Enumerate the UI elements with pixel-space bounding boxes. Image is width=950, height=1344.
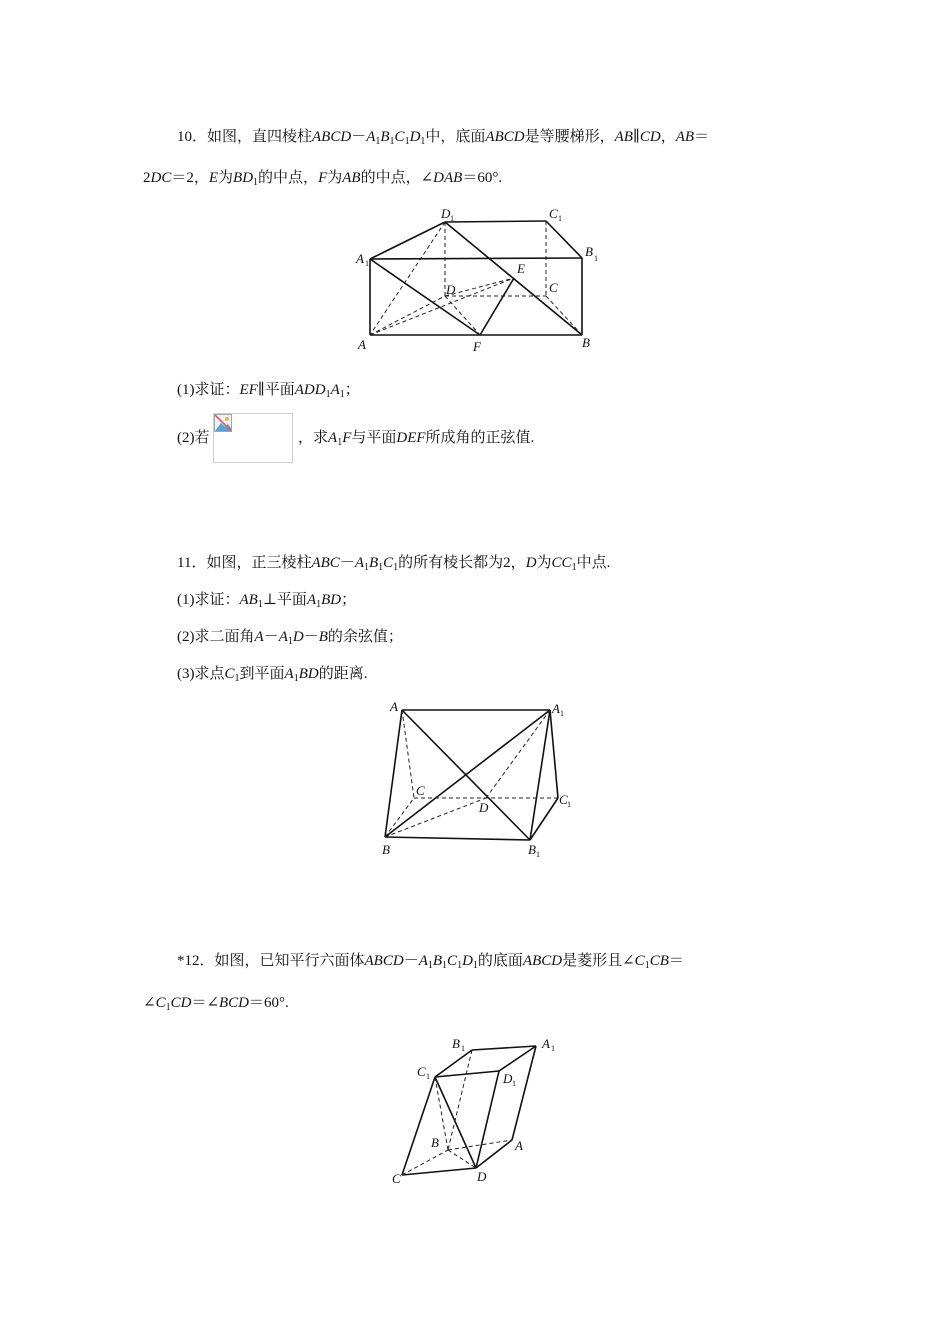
text-run: 到平面 xyxy=(239,666,285,682)
subscript: 1 xyxy=(378,562,384,573)
p12-label-B1: B xyxy=(452,1036,460,1051)
text-run: 11．如图，正三棱柱 xyxy=(177,555,312,571)
text-run: ＝2， xyxy=(171,170,209,186)
text-run: C xyxy=(394,129,405,145)
text-run: 中点. xyxy=(576,555,611,571)
p12-figure xyxy=(388,1032,578,1192)
text-run: ∥平面 xyxy=(257,382,295,398)
text-run: － xyxy=(351,129,367,145)
p10-label-A: A xyxy=(358,337,366,352)
p10-label-C1: C xyxy=(549,206,558,221)
subscript: 1 xyxy=(442,960,448,971)
text-run: EF xyxy=(239,382,258,398)
broken-image-icon xyxy=(214,414,232,432)
text-run: DAB xyxy=(433,170,463,186)
p12-label-A1-sub: 1 xyxy=(551,1044,555,1053)
text-run: C xyxy=(447,953,458,969)
p10-label-D1: D xyxy=(441,206,451,221)
text-run: A xyxy=(328,430,338,446)
text-run: ⊥平面 xyxy=(262,592,307,608)
subscript: 1 xyxy=(325,389,331,400)
p10-label-E: E xyxy=(517,261,525,276)
subscript: 1 xyxy=(287,636,293,647)
text-run: ； xyxy=(341,592,357,608)
p11-label-A1: A xyxy=(552,701,560,716)
p11-question-2 xyxy=(177,627,403,647)
subscript: 1 xyxy=(375,136,381,147)
text-run: ABC xyxy=(311,555,340,571)
text-run: AB xyxy=(614,129,633,145)
p11-label-A: A xyxy=(390,699,398,714)
broken-image-placeholder xyxy=(213,413,293,463)
subscript: 1 xyxy=(363,562,369,573)
subscript: 1 xyxy=(427,960,433,971)
subscript: 1 xyxy=(404,136,410,147)
text-run: E xyxy=(208,170,219,186)
p10-label-B: B xyxy=(582,335,590,350)
text-run: 的所有棱长都为2， xyxy=(398,555,526,571)
p12-line1 xyxy=(177,951,684,971)
subscript: 1 xyxy=(293,673,299,684)
p11-label-B1-sub: 1 xyxy=(536,850,540,859)
p11-figure xyxy=(378,700,578,860)
subscript: 1 xyxy=(253,177,259,188)
text-run: － xyxy=(403,953,419,969)
text-run: A xyxy=(278,629,288,645)
p12-label-C1-sub: 1 xyxy=(426,1072,430,1081)
p11-label-C: C xyxy=(416,783,425,798)
p10-figure xyxy=(350,204,610,354)
subscript: 1 xyxy=(337,437,343,448)
text-run: A xyxy=(354,555,364,571)
p12-label-D1: D xyxy=(503,1071,513,1086)
text-run: CD xyxy=(170,995,192,1011)
p12-label-C: C xyxy=(392,1171,401,1186)
text-run: CD xyxy=(639,129,661,145)
text-run: A xyxy=(366,129,376,145)
text-run: B xyxy=(368,555,379,571)
subscript: 1 xyxy=(420,136,426,147)
subscript: 1 xyxy=(571,562,577,573)
text-run: BD xyxy=(298,666,319,682)
p10-line2 xyxy=(143,168,502,188)
text-run: 是菱形且∠ xyxy=(562,953,635,969)
text-run: D xyxy=(525,555,537,571)
text-run: 中，底面 xyxy=(425,129,486,145)
text-run: (2)求二面角 xyxy=(177,629,255,645)
p10-line1 xyxy=(177,127,709,147)
p11-label-A1-sub: 1 xyxy=(560,709,564,718)
p10-label-B1: B xyxy=(585,244,593,259)
text-run: CB xyxy=(649,953,669,969)
p10-label-D1-sub: 1 xyxy=(450,214,454,223)
subscript: 1 xyxy=(393,562,399,573)
text-run: B xyxy=(380,129,390,145)
p11-label-C1-sub: 1 xyxy=(567,800,571,809)
p10-question-1 xyxy=(177,380,360,400)
text-run: ＝60°. xyxy=(249,995,289,1011)
p12-label-A1: A xyxy=(542,1036,550,1051)
p10-label-C1-sub: 1 xyxy=(558,214,562,223)
text-run: BD xyxy=(233,170,254,186)
text-run: B xyxy=(318,629,328,645)
text-run: － xyxy=(263,629,279,645)
text-run: 的余弦值； xyxy=(327,629,403,645)
text-run: (1)求证： xyxy=(177,382,240,398)
text-run: ADD xyxy=(294,382,326,398)
p11-label-B: B xyxy=(382,842,390,857)
p10-label-A1: A xyxy=(356,251,364,266)
text-run: C xyxy=(634,953,645,969)
text-run: (3)求点 xyxy=(177,666,225,682)
subscript: 1 xyxy=(234,673,240,684)
text-run: BCD xyxy=(219,995,250,1011)
text-run: ＝60°. xyxy=(462,170,503,186)
text-run: － xyxy=(303,629,319,645)
p11-line1 xyxy=(177,553,610,573)
text-run: A xyxy=(284,666,294,682)
text-run: 的距离. xyxy=(318,666,368,682)
text-run: ABCD xyxy=(485,129,525,145)
text-run: AB xyxy=(342,170,361,186)
p10-label-A1-sub: 1 xyxy=(365,259,369,268)
text-run: ∥ xyxy=(632,129,640,145)
text-run: 为 xyxy=(536,555,552,571)
text-run: － xyxy=(339,555,355,571)
text-run: (1)求证： xyxy=(177,592,240,608)
text-run: B xyxy=(432,953,443,969)
subscript: 1 xyxy=(457,960,463,971)
p11-label-D: D xyxy=(479,800,489,815)
text-run: BD xyxy=(321,592,342,608)
text-run: C xyxy=(224,666,235,682)
subscript: 1 xyxy=(257,599,263,610)
text-run: DEF xyxy=(396,430,426,446)
text-run: 所成角的正弦值. xyxy=(425,430,535,446)
text-run: A xyxy=(418,953,428,969)
text-run: ABCD xyxy=(522,953,563,969)
p12-label-C1: C xyxy=(417,1064,426,1079)
p10-line1-rest xyxy=(312,129,709,145)
text-run: *12．如图，已知平行六面体 xyxy=(177,953,365,969)
p12-label-B: B xyxy=(431,1135,439,1150)
text-run: 为 xyxy=(327,170,343,186)
p10-label-F: F xyxy=(473,339,481,354)
p10-label-C: C xyxy=(549,280,558,295)
text-run: CC xyxy=(551,555,572,571)
p10-label-D: D xyxy=(446,282,456,297)
p11-label-B1: B xyxy=(528,842,536,857)
text-run: ∠ xyxy=(143,995,156,1011)
subscript: 1 xyxy=(472,960,478,971)
text-run: A xyxy=(254,629,264,645)
text-run: ABCD xyxy=(312,129,352,145)
text-run: 的中点， xyxy=(258,170,319,186)
p12-label-B1-sub: 1 xyxy=(461,1044,465,1053)
p11-question-3 xyxy=(177,664,367,684)
p11-question-1 xyxy=(177,590,356,610)
text-run: ； xyxy=(344,382,360,398)
text-run: D xyxy=(409,129,421,145)
subscript: 1 xyxy=(389,136,395,147)
p12-label-D1-sub: 1 xyxy=(512,1079,516,1088)
text-run: A xyxy=(330,382,340,398)
text-run: D xyxy=(462,953,473,969)
text-run: D xyxy=(292,629,304,645)
text-run: DC xyxy=(150,170,172,186)
p12-label-A: A xyxy=(515,1138,523,1153)
p10-number: 10．如图，直四棱柱 xyxy=(177,129,313,145)
text-run: C xyxy=(155,995,166,1011)
subscript: 1 xyxy=(644,960,650,971)
text-run: 的底面 xyxy=(477,953,523,969)
text-run: ＝ xyxy=(694,129,710,145)
p11-label-C1: C xyxy=(559,792,568,807)
subscript: 1 xyxy=(316,599,322,610)
text-run: F xyxy=(342,430,352,446)
subscript: 1 xyxy=(165,1002,171,1013)
text-run: 是等腰梯形， xyxy=(524,129,615,145)
text-run: ， xyxy=(660,129,676,145)
p10-question-2-prefix: (2)若 xyxy=(177,430,210,446)
p12-line2 xyxy=(143,993,289,1013)
p12-label-D: D xyxy=(477,1169,487,1184)
text-run: ＝∠ xyxy=(191,995,220,1011)
text-run: ，求 xyxy=(298,430,329,446)
text-run: AB xyxy=(675,129,695,145)
p10-label-B1-sub: 1 xyxy=(594,254,598,263)
text-run: 的中点，∠ xyxy=(360,170,434,186)
text-run: ＝ xyxy=(668,953,684,969)
p10-question-2-rest xyxy=(298,428,534,448)
text-run: A xyxy=(306,592,317,608)
text-run: ABCD xyxy=(364,953,404,969)
subscript: 1 xyxy=(339,389,345,400)
text-run: AB xyxy=(239,592,258,608)
text-run: 为 xyxy=(218,170,234,186)
text-run: C xyxy=(383,555,394,571)
text-run: F xyxy=(318,170,328,186)
text-run: 与平面 xyxy=(351,430,397,446)
text-run: 2 xyxy=(143,170,151,186)
